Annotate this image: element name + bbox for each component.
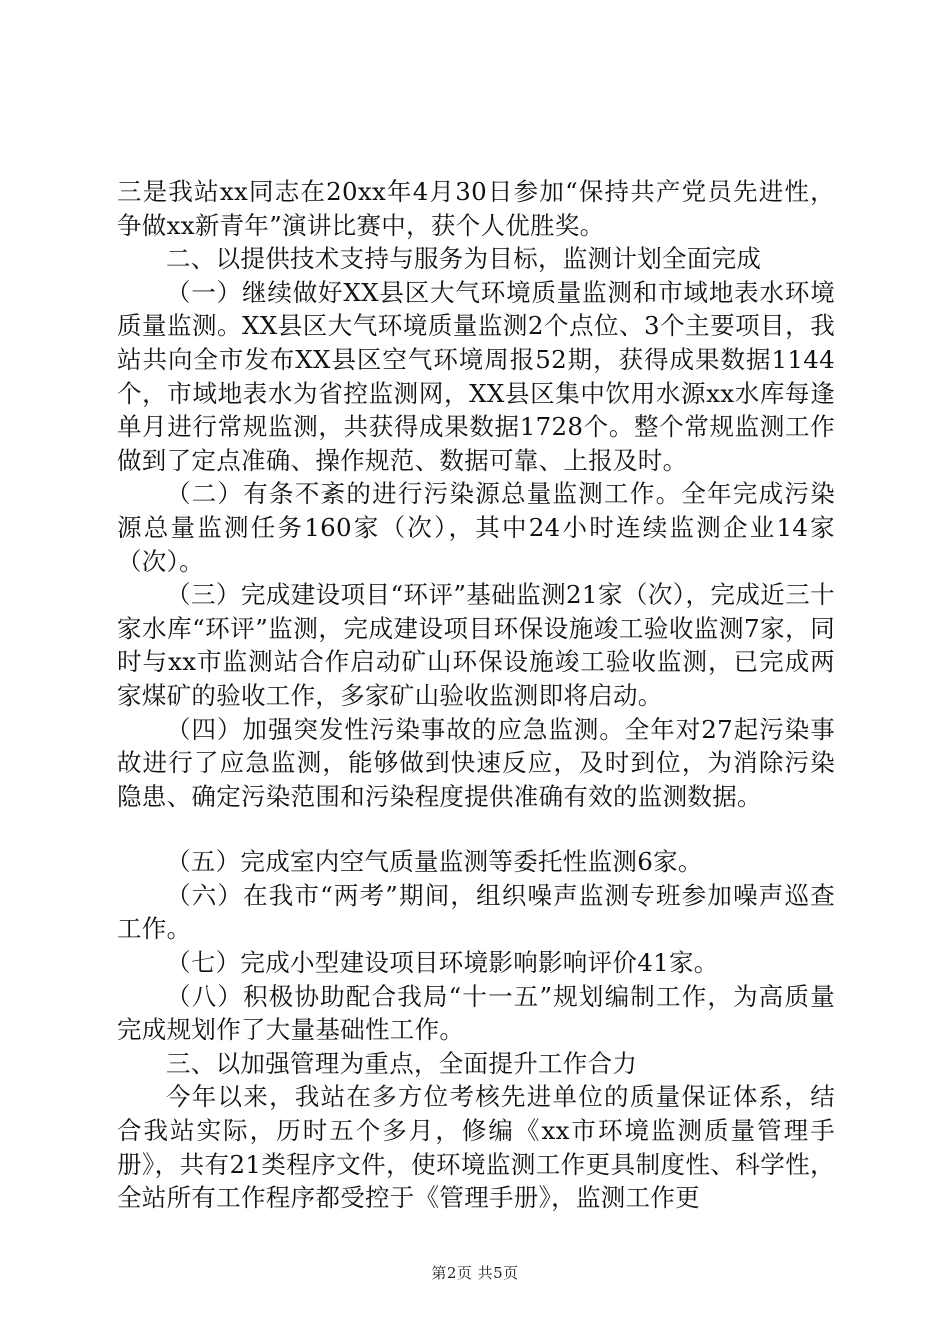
- paragraph-item-5: （五）完成室内空气质量监测等委托性监测6家。: [166, 847, 703, 877]
- paragraph-item-2: （二）有条不紊的进行污染源总量监测工作。全年完成污染源总量监测任务160家（次），其中24小时连续监测企业14家（次）。: [117, 479, 835, 576]
- paragraph-item-8: （八）积极协助配合我局“十一五”规划编制工作，为高质量完成规划作了大量基础性工作。: [117, 981, 835, 1045]
- paragraph-management: 今年以来，我站在多方位考核先进单位的质量保证体系，结合我站实际，历时五个多月，修编《xx市环境监测质量管理手册》，共有21类程序文件，使环境监测工作更具制度性、科学性，全站所有工作程序都受控于《管理手册》，监测工作更: [117, 1082, 835, 1213]
- paragraph-item-1: （一）继续做好XX县区大气环境质量监测和市域地表水环境质量监测。XX县区大气环境质量监测2个点位、3个主要项目，我站共向全市发布XX县区空气环境周报52期，获得成果数据1144个，市域地表水为省控监测网，XX县区集中饮用水源xx水库每逢单月进行常规监测，共获得成果数据1728个。整个常规监测工作做到了定点准确、操作规范、数据可靠、上报及时。: [117, 277, 835, 475]
- section-heading-3: 三、以加强管理为重点，全面提升工作合力: [166, 1048, 638, 1078]
- section-heading-2: 二、以提供技术支持与服务为目标，监测计划全面完成: [166, 244, 762, 274]
- page-footer: 第2页 共5页: [431, 1264, 519, 1282]
- paragraph-item-7: （七）完成小型建设项目环境影响影响评价41家。: [166, 948, 719, 978]
- paragraph-award: 三是我站xx同志在20xx年4月30日参加“保持共产党员先进性，争做xx新青年”演讲比赛中，获个人优胜奖。: [117, 177, 835, 240]
- paragraph-item-6: （六）在我市“两考”期间，组织噪声监测专班参加噪声巡查工作。: [117, 880, 835, 944]
- document-body: [117, 175, 835, 1215]
- paragraph-item-3: （三）完成建设项目“环评”基础监测21家（次），完成近三十家水库“环评”监测，完成建设项目环保设施竣工验收监测7家，同时与xx市监测站合作启动矿山环保设施竣工验收监测，已完成两家煤矿的验收工作，多家矿山验收监测即将启动。: [117, 580, 835, 710]
- paragraph-item-4: （四）加强突发性污染事故的应急监测。全年对27起污染事故进行了应急监测，能够做到快速反应，及时到位，为消除污染隐患、确定污染范围和污染程度提供准确有效的监测数据。: [117, 714, 835, 811]
